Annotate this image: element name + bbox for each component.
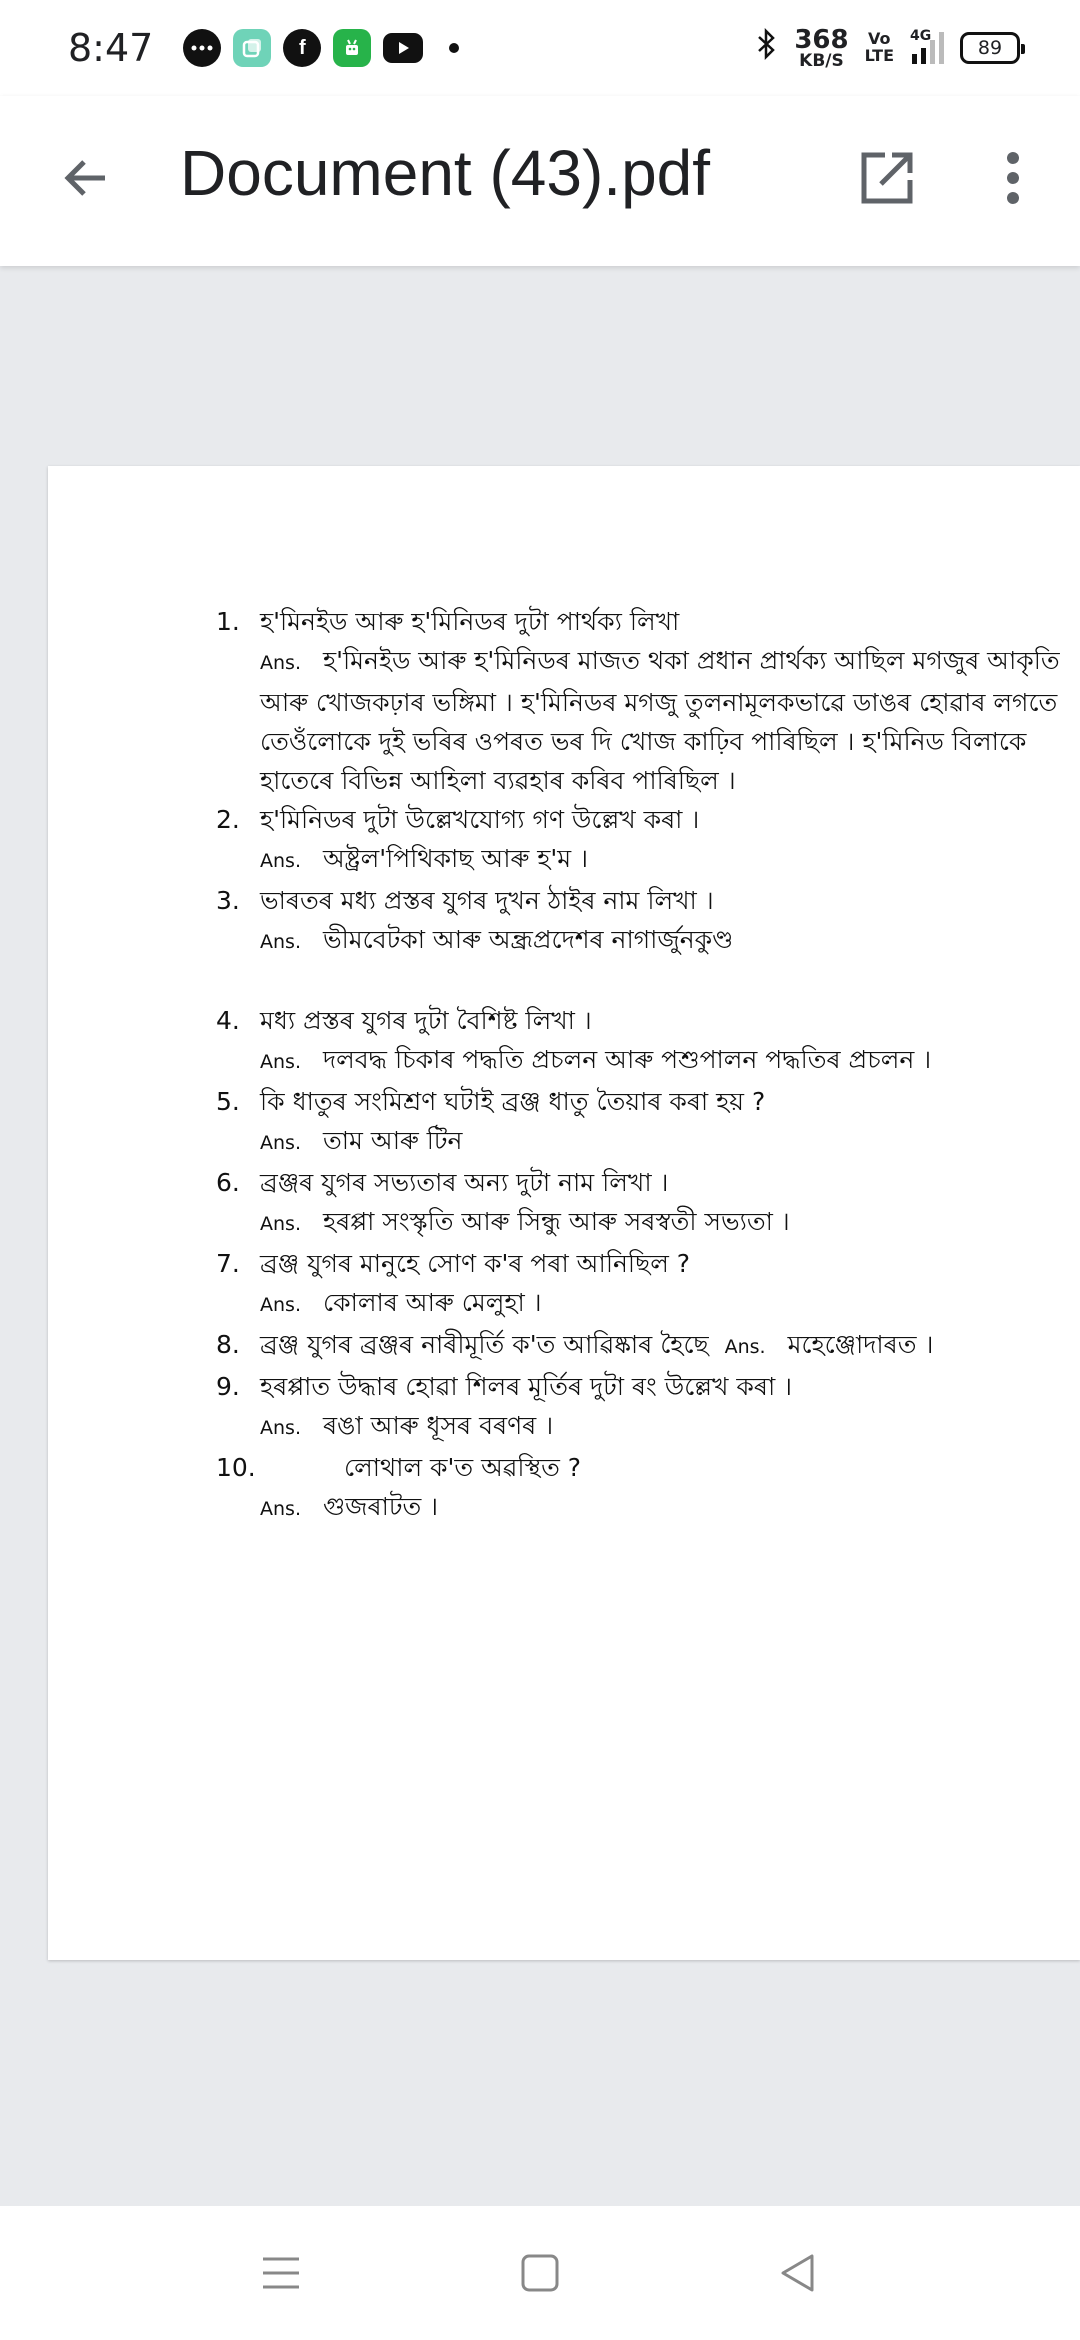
answer: Ans. দলবদ্ধ চিকাৰ পদ্ধতি প্ৰচলন আৰু পশুপালন পদ্ধতিৰ প্ৰচলন । (260, 1045, 932, 1074)
question: 1. হ'মিনইড আৰু হ'মিনিডৰ দুটা পাৰ্থক্য লিখা (216, 607, 680, 636)
chat-bubble-icon (183, 29, 221, 67)
answer: Ans. হ'মিনইড আৰু হ'মিনিডৰ মাজত থকা প্ৰধান প্ৰাৰ্থক্য আছিল মগজুৰ আকৃতি আৰু খোজকঢ়াৰ ভঙ্গিমা । হ'মিনিডৰ মগজু তুলনামূলকভাৱে ডাঙৰ হোৱাৰ লগতে তেওঁলোকে দুই ভৰিৰ ওপৰত ভৰ দি খোজ কাঢ়িব পাৰিছিল । হ'মিনিড বিলাকে হাতেৰে বিভিন্ন আহিলা ব্যৱহাৰ কৰিব পাৰিছিল । (260, 646, 1060, 795)
question: 2. হ'মিনিডৰ দুটা উল্লেখযোগ্য গণ উল্লেখ কৰা । (216, 805, 700, 834)
recent-apps-button[interactable] (246, 2241, 316, 2305)
home-button[interactable] (505, 2241, 575, 2305)
navigation-bar (0, 2206, 1080, 2340)
answer: Ans. ভীমবেটকা আৰু অন্ধ্ৰপ্ৰদেশৰ নাগাৰ্জুনকুণ্ড (260, 925, 734, 954)
answer: Ans. তাম আৰু টিন (260, 1126, 463, 1155)
status-bar (0, 0, 1080, 96)
battery-icon: 89 (960, 32, 1020, 64)
answer: Ans. গুজৰাটত । (260, 1492, 439, 1521)
notification-icons (183, 29, 459, 67)
pdf-page[interactable] (48, 466, 1080, 1960)
triangle-back-icon (778, 2253, 818, 2293)
question: 4. মধ্য প্ৰস্তৰ যুগৰ দুটা বৈশিষ্ট লিখা । (216, 1006, 592, 1035)
android-app-icon (333, 29, 371, 67)
more-options-button[interactable] (978, 143, 1048, 213)
open-in-new-icon (859, 150, 915, 206)
square-icon (520, 2253, 560, 2293)
back-button[interactable] (50, 143, 120, 213)
network-speed: 368 KB/S (794, 24, 849, 71)
answer: Ans. অষ্ট্ৰল'পিথিকাছ আৰু হ'ম । (260, 844, 589, 873)
menu-icon (261, 2253, 301, 2293)
clock: 8:47 (68, 26, 154, 70)
back-nav-button[interactable] (763, 2241, 833, 2305)
youtube-icon (383, 33, 423, 63)
question: 5. কি ধাতুৰ সংমিশ্ৰণ ঘটাই ব্ৰঞ্জ ধাতু তৈয়াৰ কৰা হয় ? (216, 1087, 766, 1116)
facebook-icon: f (283, 29, 321, 67)
document-title: Document (43).pdf (180, 137, 711, 209)
question: 9. হৰপ্পাত উদ্ধাৰ হোৱা শিলৰ মূৰ্তিৰ দুটা ৰং উল্লেখ কৰা । (216, 1372, 793, 1401)
signal-strength-icon: 4G (910, 32, 944, 64)
bluetooth-icon (756, 28, 778, 68)
question: 6. ব্ৰঞ্জৰ যুগৰ সভ্যতাৰ অন্য দুটা নাম লিখা । (216, 1168, 669, 1197)
question: 10. লোথাল ক'ত অৱস্থিত ? (216, 1453, 582, 1482)
gallery-app-icon (233, 29, 271, 67)
answer: Ans. কোলাৰ আৰু মেলুহা । (260, 1288, 542, 1317)
arrow-back-icon (60, 153, 110, 203)
app-bar (0, 96, 1080, 266)
question: 3. ভাৰতৰ মধ্য প্ৰস্তৰ যুগৰ দুখন ঠাইৰ নাম লিখা । (216, 886, 714, 915)
question: 8. ব্ৰঞ্জ যুগৰ ব্ৰঞ্জৰ নাৰীমূৰ্তি ক'ত আৱিষ্কাৰ হৈছে Ans. মহেঞ্জোদাৰত । (216, 1330, 934, 1359)
open-with-button[interactable] (852, 143, 922, 213)
volte-icon: Vo LTE (864, 29, 894, 65)
more-notifications-dot (449, 43, 459, 53)
document-content (216, 602, 1066, 1529)
answer: Ans. হৰপ্পা সংস্কৃতি আৰু সিন্ধু আৰু সৰস্বতী সভ্যতা । (260, 1207, 790, 1236)
question: 7. ব্ৰঞ্জ যুগৰ মানুহে সোণ ক'ৰ পৰা আনিছিল ? (216, 1249, 691, 1278)
answer: Ans. ৰঙা আৰু ধূসৰ বৰণৰ । (260, 1411, 554, 1440)
system-icons (756, 24, 1020, 71)
more-vert-icon (1005, 150, 1021, 206)
